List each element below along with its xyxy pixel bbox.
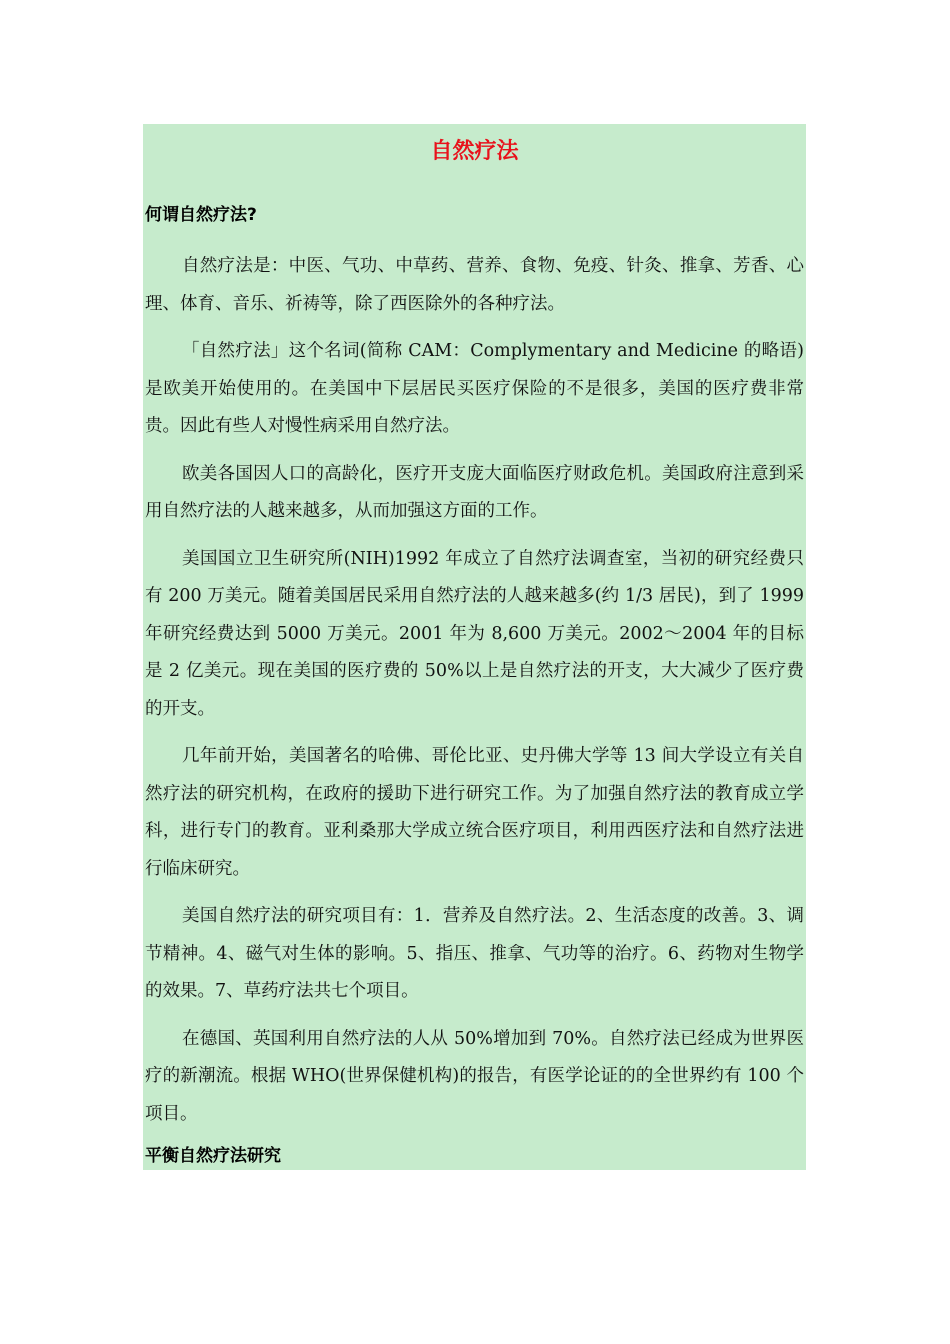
paragraph: 自然疗法是：中医、气功、中草药、营养、食物、免疫、针灸、推拿、芳香、心理、体育、音乐、祈祷等，除了西医除外的各种疗法。 [145, 256, 804, 314]
paragraph: 欧美各国因人口的高龄化，医疗开支庞大面临医疗财政危机。美国政府注意到采用自然疗法的人越来越多，从而加强这方面的工作。 [145, 463, 804, 521]
section-heading-balance-research: 平衡自然疗法研究 [145, 1146, 281, 1166]
paragraph: 美国自然疗法的研究项目有：1．营养及自然疗法。2、生活态度的改善。3、调节精神。4、磁气对生体的影响。5、指压、推拿、气功等的治疗。6、药物对生物学的效果。7、草药疗法共七个项目。 [145, 906, 804, 1001]
paragraph: 「自然疗法」这个名词(简称 CAM：Complymentary and Medicine 的略语)是欧美开始使用的。在美国中下层居民买医疗保险的不是很多，美国的医疗费非常贵。因此有些人对慢性病采用自然疗法。 [145, 341, 804, 436]
paragraph: 几年前开始，美国著名的哈佛、哥伦比亚、史丹佛大学等 13 间大学设立有关自然疗法的研究机构，在政府的援助下进行研究工作。为了加强自然疗法的教育成立学科，进行专门的教育。亚利桑那大学成立统合医疗项目，利用西医疗法和自然疗法进行临床研究。 [145, 746, 804, 879]
document-page [143, 124, 806, 1170]
paragraph: 在德国、英国利用自然疗法的人从 50%增加到 70%。自然疗法已经成为世界医疗的新潮流。根据 WHO(世界保健机构)的报告，有医学论证的的全世界约有 100 个项目。 [145, 1028, 804, 1124]
document-title: 自然疗法 [430, 139, 519, 164]
paragraph: 美国国立卫生研究所(NIH)1992 年成立了自然疗法调查室，当初的研究经费只有 200 万美元。随着美国居民采用自然疗法的人越来越多(约 1/3 居民)，到了 1999 年研究经费达到 5000 万美元。2001 年为 8,600 万美元。2002～2004 年的目标是 2 亿美元。现在美国的医疗费的 50%以上是自然疗法的开支，大大减少了医疗费的开支。 [145, 548, 804, 719]
section-heading-what-is: 何谓自然疗法? [145, 205, 257, 225]
